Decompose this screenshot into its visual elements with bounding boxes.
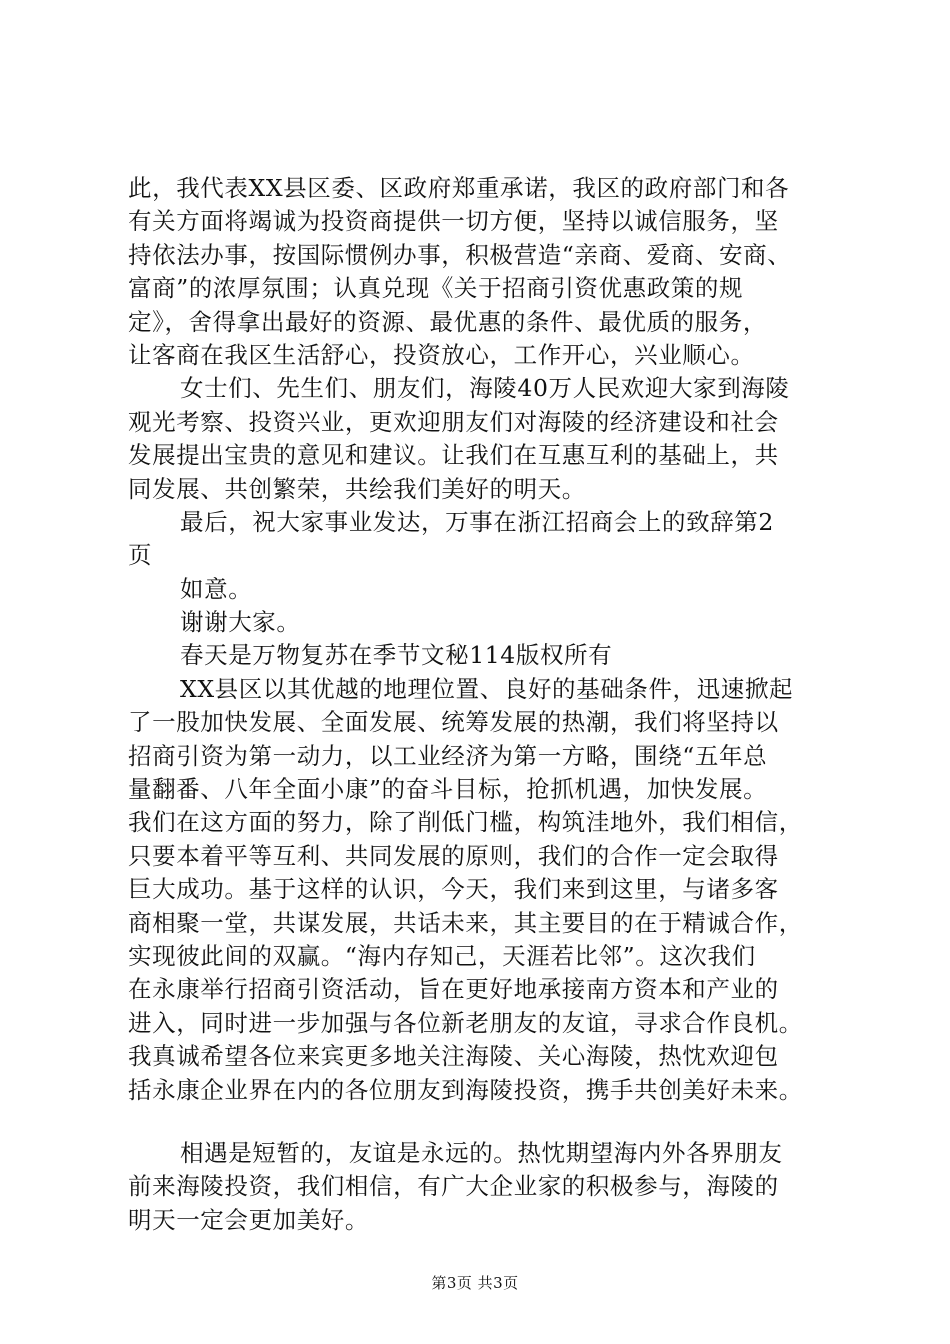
text-line: XX县区以其优越的地理位置、良好的基础条件，迅速掀起 xyxy=(180,674,794,703)
text-line: 发展提出宝贵的意见和建议。让我们在互惠互利的基础上，共 xyxy=(128,441,779,470)
text-line: 我们在这方面的努力，除了削低门槛，构筑洼地外，我们相信， xyxy=(128,808,803,837)
page-footer: 第3页 共3页 xyxy=(431,1274,519,1292)
text-line: 谢谢大家。 xyxy=(180,608,301,637)
text-line: 商相聚一堂，共谋发展，共话未来，其主要目的在于精诚合作， xyxy=(128,908,803,937)
text-line: 有关方面将竭诚为投资商提供一切方便，坚持以诚信服务，坚 xyxy=(128,207,779,236)
text-line: 巨大成功。基于这样的认识，今天，我们来到这里，与诸多客 xyxy=(128,875,779,904)
text-line: 最后，祝大家事业发达，万事在浙江招商会上的致辞第2 xyxy=(180,507,774,536)
text-line: 春天是万物复苏在季节文秘114版权所有 xyxy=(180,641,613,670)
text-line: 观光考察、投资兴业，更欢迎朋友们对海陵的经济建设和社会 xyxy=(128,407,779,436)
text-line: 我真诚希望各位来宾更多地关注海陵、关心海陵，热忱欢迎包 xyxy=(128,1042,779,1071)
text-line: 女士们、先生们、朋友们，海陵40万人民欢迎大家到海陵 xyxy=(180,374,790,403)
text-line: 同发展、共创繁荣，共绘我们美好的明天。 xyxy=(128,474,586,503)
paragraph-welcome xyxy=(128,372,868,506)
text-line: 相遇是短暂的，友谊是永远的。热忱期望海内外各界朋友 xyxy=(180,1138,783,1167)
paragraph-copyright xyxy=(128,639,868,672)
text-line: 富商”的浓厚氛围；认真兑现《关于招商引资优惠政策的规 xyxy=(128,274,744,303)
paragraph-closing-wish xyxy=(128,506,868,573)
paragraph-thanks xyxy=(128,606,868,639)
paragraph-friendship xyxy=(128,1137,868,1237)
text-line: 在永康举行招商引资活动，旨在更好地承接南方资本和产业的 xyxy=(128,975,779,1004)
text-line: 了一股加快发展、全面发展、统筹发展的热潮，我们将坚持以 xyxy=(128,708,779,737)
text-line: 进入，同时进一步加强与各位新老朋友的友谊，寻求合作良机。 xyxy=(128,1008,803,1037)
paragraph-investment xyxy=(128,673,868,1107)
text-line: 如意。 xyxy=(180,574,253,603)
text-line: 持依法办事，按国际惯例办事，积极营造“亲商、爱商、安商、 xyxy=(128,240,792,269)
text-line: 实现彼此间的双赢。“海内存知己，天涯若比邻”。这次我们 xyxy=(128,941,756,970)
text-line: 此，我代表XX县区委、区政府郑重承诺，我区的政府部门和各 xyxy=(128,174,790,202)
text-line: 前来海陵投资，我们相信，有广大企业家的积极参与，海陵的 xyxy=(128,1172,779,1201)
text-line: 明天一定会更加美好。 xyxy=(128,1205,369,1234)
paragraph-spacer xyxy=(128,1107,868,1137)
paragraph-commitment xyxy=(128,172,868,372)
text-line: 只要本着平等互利、共同发展的原则，我们的合作一定会取得 xyxy=(128,841,779,870)
text-line: 招商引资为第一动力，以工业经济为第一方略，围绕“五年总 xyxy=(128,741,768,770)
text-line: 页 xyxy=(128,541,153,570)
text-line: 量翻番、八年全面小康”的奋斗目标，抢抓机遇，加快发展。 xyxy=(128,775,768,804)
text-line: 括永康企业界在内的各位朋友到海陵投资，携手共创美好未来。 xyxy=(128,1075,803,1104)
text-line: 定》，舍得拿出最好的资源、最优惠的条件、最优质的服务， xyxy=(128,307,767,336)
text-line: 让客商在我区生活舒心，投资放心，工作开心，兴业顺心。 xyxy=(128,340,755,369)
document-body xyxy=(128,172,868,1237)
paragraph-ruyi xyxy=(128,573,868,606)
